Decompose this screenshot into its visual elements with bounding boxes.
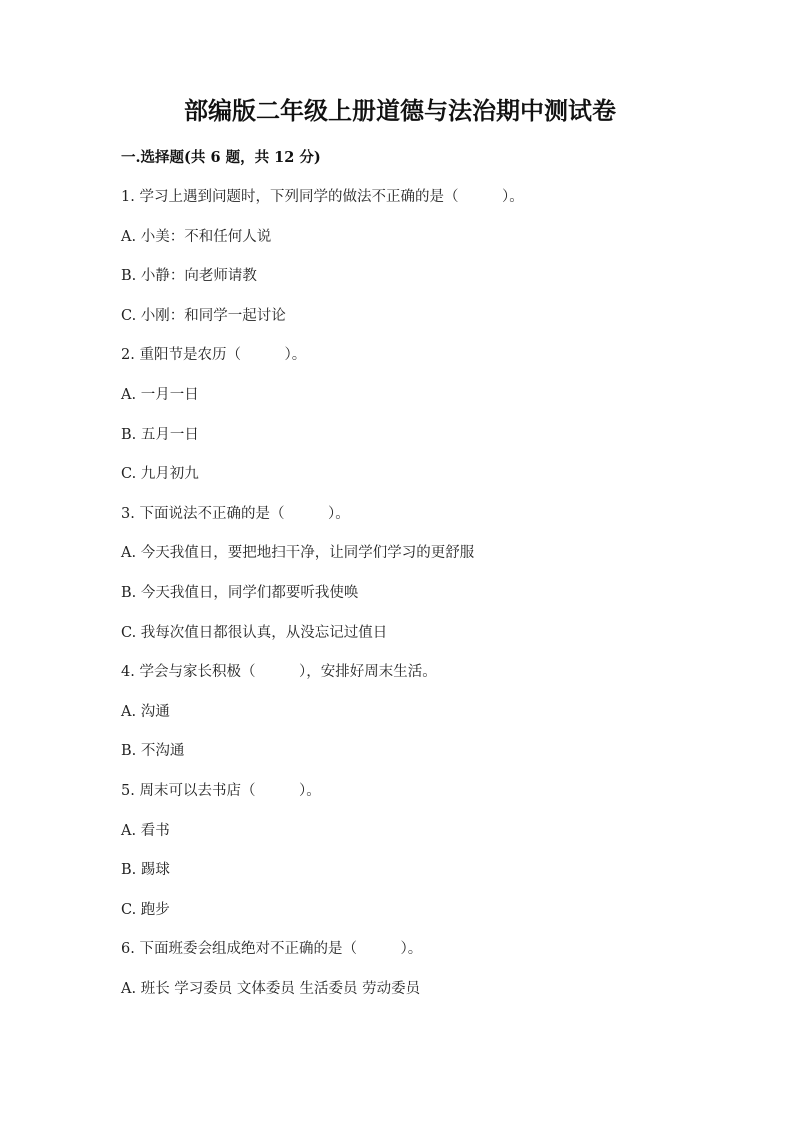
question-3-stem: 3. 下面说法不正确的是（ ）。 <box>121 506 350 522</box>
question-2-option-c: C. 九月初九 <box>121 466 199 482</box>
question-4-option-b: B. 不沟通 <box>121 743 185 759</box>
question-5-stem: 5. 周末可以去书店（ ）。 <box>121 783 321 799</box>
question-1-option-c: C. 小刚：和同学一起讨论 <box>121 308 286 324</box>
question-4-option-a: A. 沟通 <box>121 704 170 720</box>
question-3-option-b: B. 今天我值日，同学们都要听我使唤 <box>121 585 359 601</box>
question-2-option-b: B. 五月一日 <box>121 427 199 443</box>
question-1-stem: 1. 学习上遇到问题时，下列同学的做法不正确的是（ ）。 <box>121 189 524 205</box>
question-2-option-a: A. 一月一日 <box>121 387 199 403</box>
page-title: 部编版二年级上册道德与法治期中测试卷 <box>184 96 616 125</box>
question-1-option-b: B. 小静：向老师请教 <box>121 268 257 284</box>
question-1-option-a: A. 小美：不和任何人说 <box>121 229 272 245</box>
question-6-stem: 6. 下面班委会组成绝对不正确的是（ ）。 <box>121 941 423 957</box>
question-5-option-a: A. 看书 <box>121 823 170 839</box>
question-6-option-a: A. 班长 学习委员 文体委员 生活委员 劳动委员 <box>121 981 421 997</box>
section-heading: 一.选择题(共 6 题，共 12 分) <box>121 149 321 166</box>
question-2-stem: 2. 重阳节是农历（ ）。 <box>121 347 307 363</box>
question-5-option-c: C. 跑步 <box>121 902 170 918</box>
question-3-option-a: A. 今天我值日，要把地扫干净，让同学们学习的更舒服 <box>121 545 475 561</box>
question-5-option-b: B. 踢球 <box>121 862 170 878</box>
question-3-option-c: C. 我每次值日都很认真，从没忘记过值日 <box>121 625 388 641</box>
question-4-stem: 4. 学会与家长积极（ ），安排好周末生活。 <box>121 664 437 680</box>
